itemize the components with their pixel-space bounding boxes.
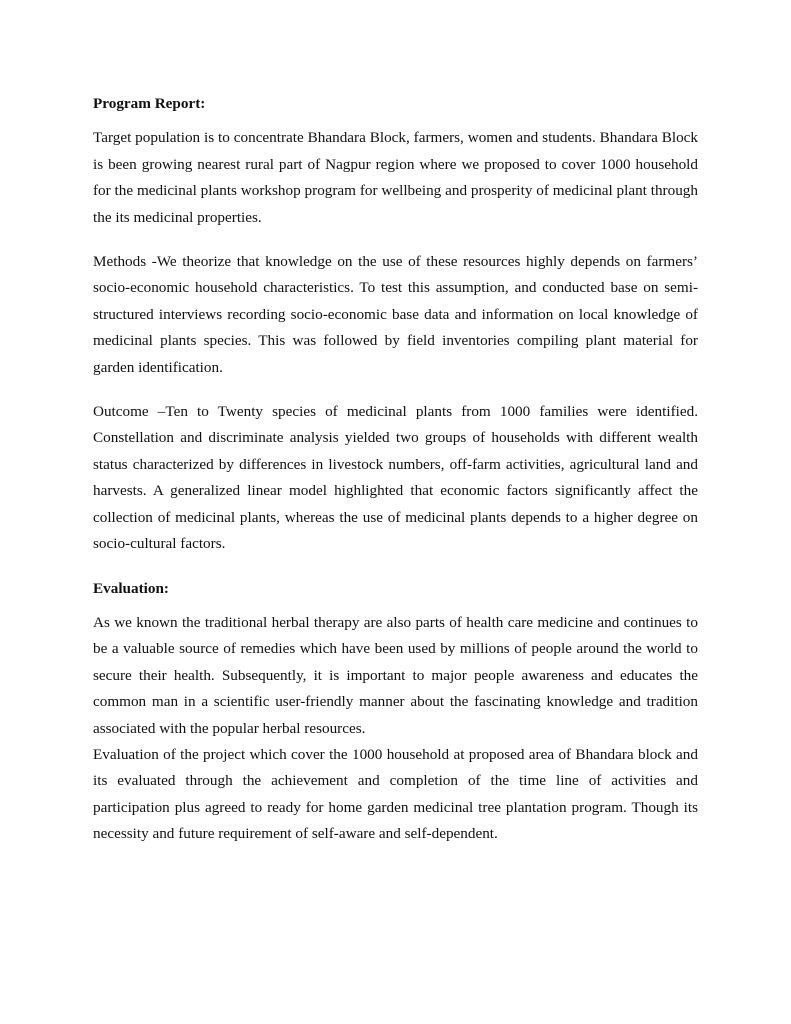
target-population-paragraph: Target population is to concentrate Bhandara Block, farmers, women and students. Bhandara Block is been growing nearest rural part of Nagpur region where we proposed to cover 1000 household for the medicinal plants workshop program for wellbeing and prosperity of medicinal plant through the its medicinal properties. xyxy=(93,129,698,226)
evaluation-heading: Evaluation: xyxy=(93,579,169,597)
evaluation-paragraph-1: As we known the traditional herbal therapy are also parts of health care medicine and continues to be a valuable source of remedies which have been used by millions of people around the world to secure their health. Subsequently, it is important to major people awareness and educates the common man in a scientific user-friendly manner about the fascinating knowledge and tradition associated with the popular herbal resources. xyxy=(93,613,698,737)
evaluation-paragraph-2: Evaluation of the project which cover the 1000 household at proposed area of Bhandara block and its evaluated through the achievement and completion of the time line of activities and participation plus agreed to ready for home garden medicinal tree plantation program. Though its necessity and future requirement of self-aware and self-dependent. xyxy=(93,745,698,843)
methods-paragraph: Methods -We theorize that knowledge on the use of these resources highly depends on farmers’ socio-economic household characteristics. To test this assumption, and conducted base on semi-structured interviews recording socio-economic base data and information on local knowledge of medicinal plants species. This was followed by field inventories compiling plant material for garden identification. xyxy=(93,253,698,376)
document-body xyxy=(93,91,698,848)
program-report-heading: Program Report: xyxy=(93,95,206,112)
outcome-paragraph: Outcome –Ten to Twenty species of medicinal plants from 1000 families were identified. Constellation and discriminate analysis yielded two groups of households with different wealth status characterized by differences in livestock numbers, off-farm activities, agricultural land and harvests. A generalized linear model highlighted that economic factors significantly affect the collection of medicinal plants, whereas the use of medicinal plants depends to a higher degree on socio-cultural factors. xyxy=(93,403,698,553)
